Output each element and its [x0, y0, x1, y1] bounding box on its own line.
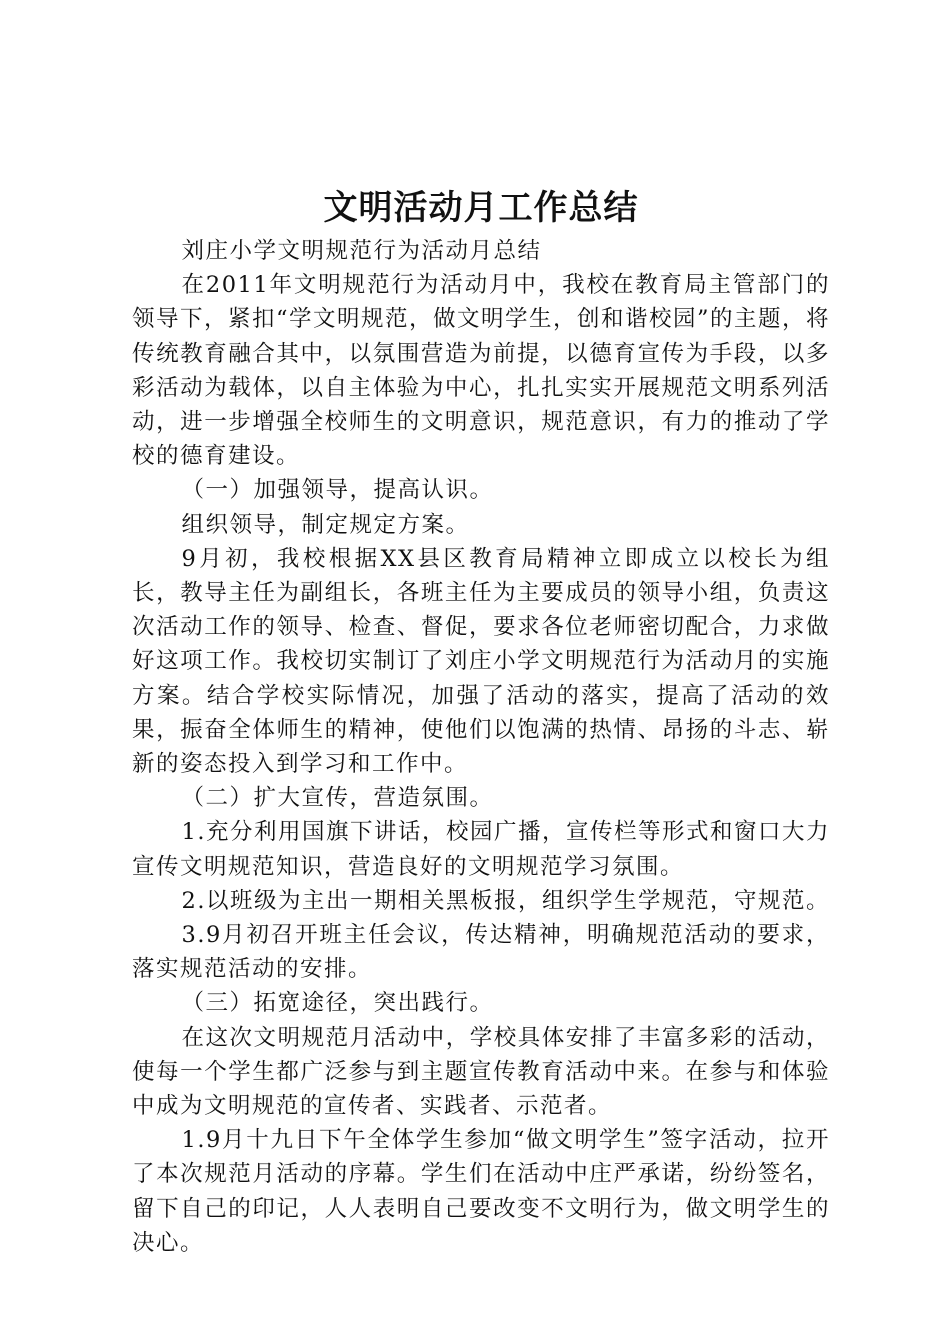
- paragraph: 9月初，我校根据XX县区教育局精神立即成立以校长为组长，教导主任为副组长，各班主任为主要成员的领导小组，负责这次活动工作的领导、检查、督促，要求各位老师密切配合，力求做好这项工作。我校切实制订了刘庄小学文明规范行为活动月的实施方案。结合学校实际情况，加强了活动的落实，提高了活动的效果，振奋全体师生的精神，使他们以饱满的热情、昂扬的斗志、崭新的姿态投入到学习和工作中。: [132, 545, 830, 778]
- section-heading-3: （三）拓宽途径，突出践行。: [181, 990, 494, 1017]
- document-body: [132, 234, 830, 1260]
- paragraph-subtitle: 刘庄小学文明规范行为活动月总结: [181, 238, 542, 264]
- section-heading-1: （一）加强领导，提高认识。: [181, 477, 494, 504]
- list-item: 1.充分利用国旗下讲话，校园广播，宣传栏等形式和窗口大力宣传文明规范知识，营造良好的文明规范学习氛围。: [132, 819, 830, 880]
- list-item: 1.9月十九日下午全体学生参加“做文明学生”签字活动，拉开了本次规范月活动的序幕。学生们在活动中庄严承诺，纷纷签名，留下自己的印记，人人表明自己要改变不文明行为，做文明学生的决心。: [132, 1127, 830, 1256]
- section-heading-2: （二）扩大宣传，营造氛围。: [181, 785, 494, 812]
- list-item: 2.以班级为主出一期相关黑板报，组织学生学规范，守规范。: [181, 887, 830, 914]
- list-item: 3.9月初召开班主任会议，传达精神，明确规范活动的要求，落实规范活动的安排。: [132, 922, 830, 983]
- paragraph: 在这次文明规范月活动中，学校具体安排了丰富多彩的活动，使每一个学生都广泛参与到主题宣传教育活动中来。在参与和体验中成为文明规范的宣传者、实践者、示范者。: [132, 1024, 830, 1120]
- document-title: 文明活动月工作总结: [323, 188, 639, 228]
- paragraph: 组织领导，制定规定方案。: [181, 511, 470, 538]
- paragraph-intro: 在2011年文明规范行为活动月中，我校在教育局主管部门的领导下，紧扣“学文明规范，做文明学生，创和谐校园”的主题，将传统教育融合其中，以氛围营造为前提，以德育宣传为手段，以多彩活动为载体，以自主体验为中心，扎扎实实开展规范文明系列活动，进一步增强全校师生的文明意识，规范意识，有力的推动了学校的德育建设。: [132, 272, 831, 470]
